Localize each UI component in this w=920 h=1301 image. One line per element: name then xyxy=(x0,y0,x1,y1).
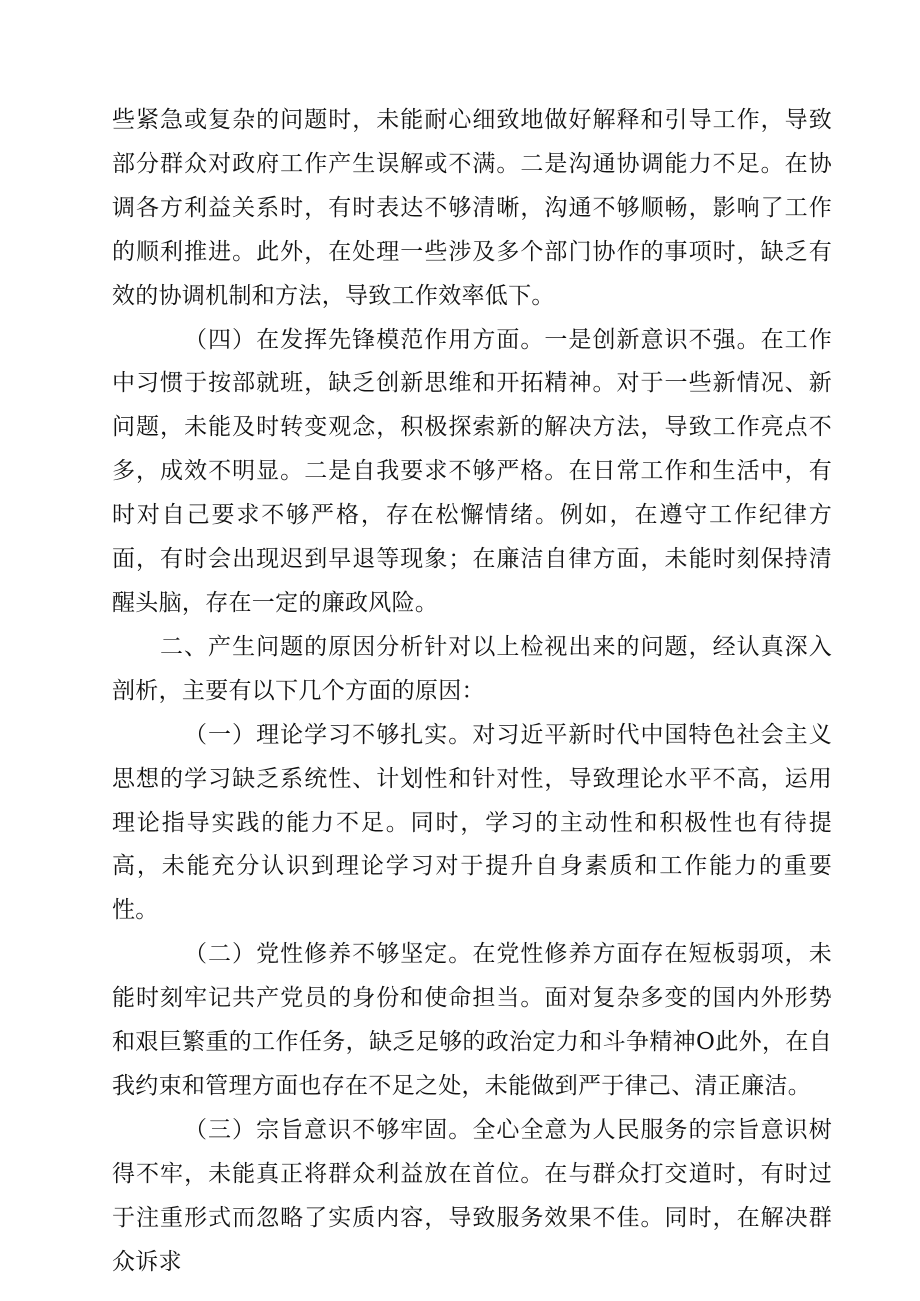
paragraph-cause-2: （二）党性修养不够坚定。在党性修养方面存在短板弱项，未能时刻牢记共产党员的身份和使命担当。面对复杂多变的国内外形势和艰巨繁重的工作任务，缺乏足够的政治定力和斗争精神O此外，在自我约束和管理方面也存在不足之处，未能做到严于律己、清正廉洁。 xyxy=(112,941,832,1099)
document-body xyxy=(112,99,832,1284)
paragraph-cause-1: （一）理论学习不够扎实。对习近平新时代中国特色社会主义思想的学习缺乏系统性、计划性和针对性，导致理论水平不高，运用理论指导实践的能力不足。同时，学习的主动性和积极性也有待提高，未能充分认识到理论学习对于提升自身素质和工作能力的重要性。 xyxy=(112,721,832,924)
paragraph-section-4: （四）在发挥先锋模范作用方面。一是创新意识不强。在工作中习惯于按部就班，缺乏创新思维和开拓精神。对于一些新情况、新问题，未能及时转变观念，积极探索新的解决方法，导致工作亮点不多，成效不明显。二是自我要求不够严格。在日常工作和生活中，有时对自己要求不够严格，存在松懈情绪。例如，在遵守工作纪律方面，有时会出现迟到早退等现象；在廉洁自律方面，未能时刻保持清醒头脑，存在一定的廉政风险。 xyxy=(112,326,832,616)
paragraph-cause-3: （三）宗旨意识不够牢固。全心全意为人民服务的宗旨意识树得不牢，未能真正将群众利益放在首位。在与群众打交道时，有时过于注重形式而忽略了实质内容，导致服务效果不佳。同时，在解决群众诉求 xyxy=(112,1116,832,1275)
paragraph-continuation: 些紧急或复杂的问题时，未能耐心细致地做好解释和引导工作，导致部分群众对政府工作产生误解或不满。二是沟通协调能力不足。在协调各方利益关系时，有时表达不够清晰，沟通不够顺畅，影响了工作的顺利推进。此外，在处理一些涉及多个部门协作的事项时，缺乏有效的协调机制和方法，导致工作效率低下。 xyxy=(112,107,832,309)
paragraph-heading-causes: 二、产生问题的原因分析针对以上检视出来的问题，经认真深入剖析，主要有以下几个方面的原因： xyxy=(112,633,832,704)
